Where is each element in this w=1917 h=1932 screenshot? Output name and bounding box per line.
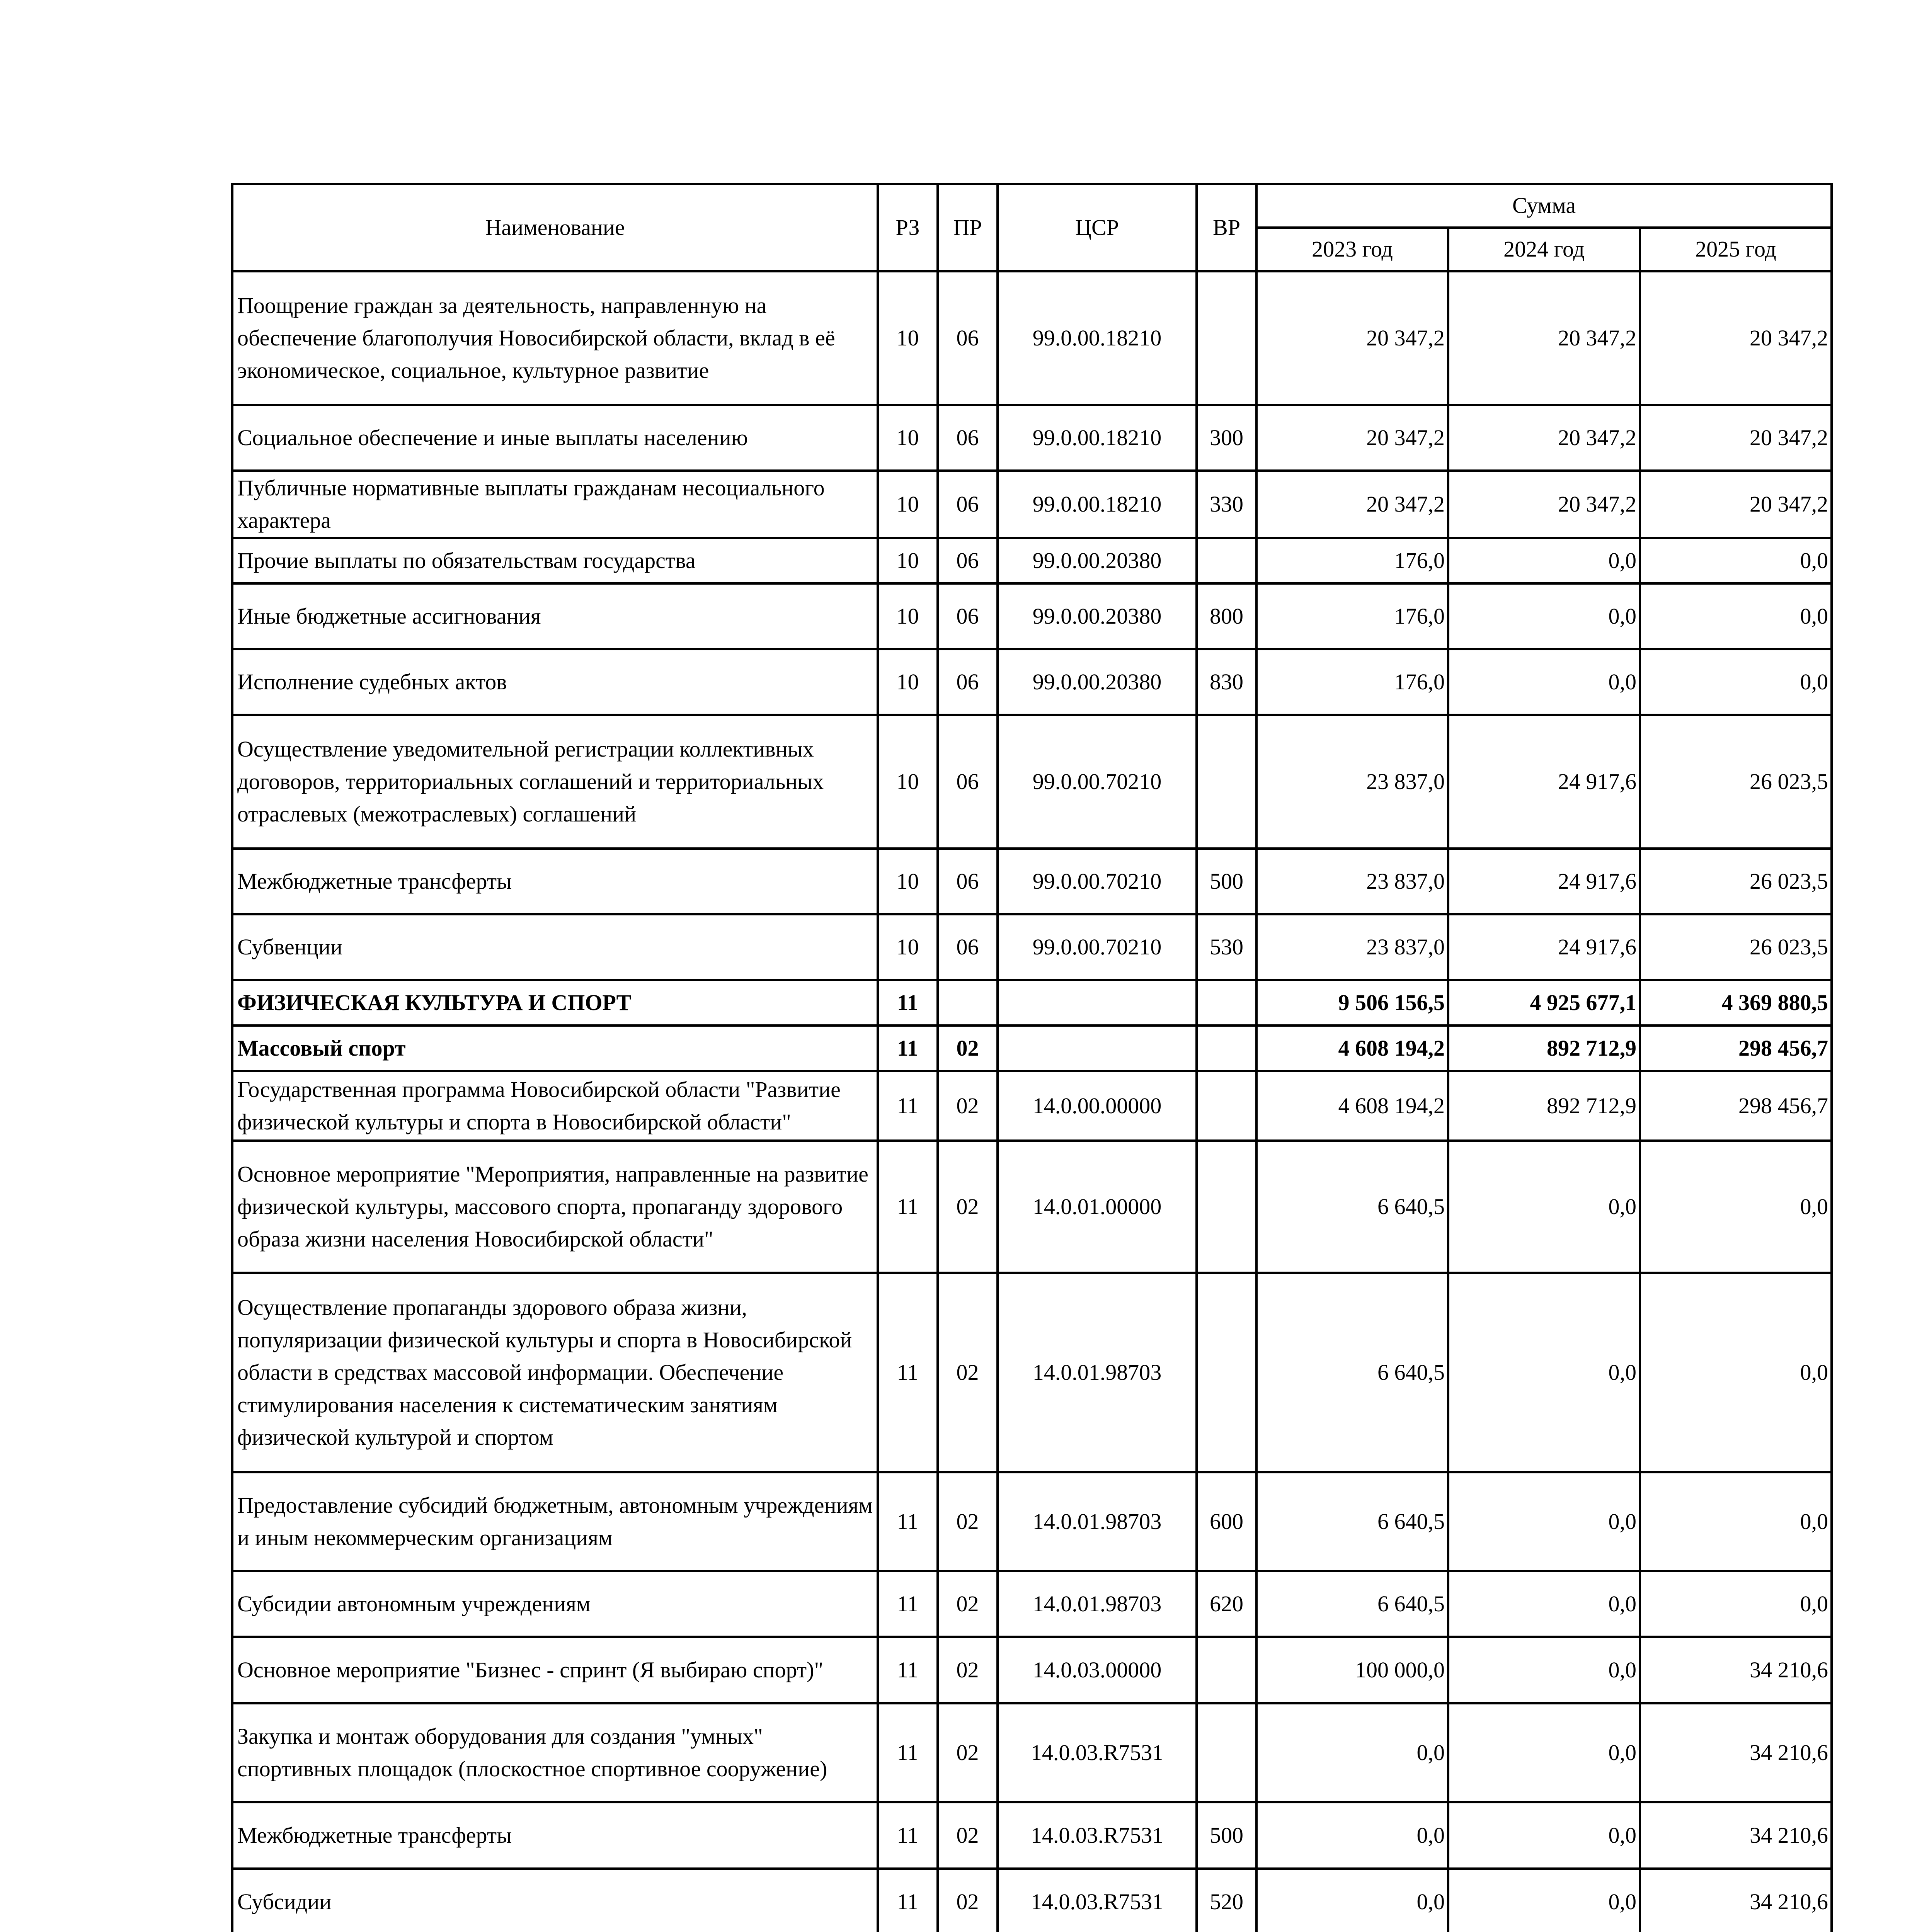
table-row (232, 1472, 1832, 1571)
cell-csr: 14.0.01.00000 (998, 1141, 1197, 1273)
cell-pr: 06 (938, 849, 998, 914)
cell-rz: 10 (878, 405, 938, 471)
cell-name: Прочие выплаты по обязательствам государства (232, 538, 878, 583)
cell-name: Публичные нормативные выплаты гражданам несоциального характера (232, 471, 878, 538)
cell-y2023: 20 347,2 (1256, 271, 1448, 405)
cell-y2025: 0,0 (1640, 649, 1832, 715)
cell-pr: 06 (938, 538, 998, 583)
cell-y2024: 0,0 (1448, 538, 1640, 583)
cell-y2023: 6 640,5 (1256, 1273, 1448, 1472)
table-row (232, 405, 1832, 471)
cell-name: Предоставление субсидий бюджетным, автономным учреждениям и иным некоммерческим организациям (232, 1472, 878, 1571)
cell-csr: 99.0.00.20380 (998, 538, 1197, 583)
header-rz: РЗ (878, 184, 938, 271)
cell-name: Межбюджетные трансферты (232, 1802, 878, 1869)
table-row (232, 1571, 1832, 1637)
table-row (232, 1703, 1832, 1802)
cell-name: Основное мероприятие "Бизнес - спринт (Я выбираю спорт)" (232, 1637, 878, 1703)
cell-y2023: 176,0 (1256, 583, 1448, 649)
cell-pr: 06 (938, 715, 998, 849)
cell-y2023: 23 837,0 (1256, 849, 1448, 914)
cell-rz: 10 (878, 649, 938, 715)
cell-y2023: 0,0 (1256, 1869, 1448, 1932)
cell-y2024: 24 917,6 (1448, 715, 1640, 849)
cell-y2024: 24 917,6 (1448, 849, 1640, 914)
cell-y2023: 176,0 (1256, 538, 1448, 583)
cell-pr: 02 (938, 1026, 998, 1071)
cell-y2025: 26 023,5 (1640, 849, 1832, 914)
cell-y2025: 34 210,6 (1640, 1802, 1832, 1869)
cell-rz: 11 (878, 1273, 938, 1472)
cell-vr: 330 (1197, 471, 1256, 538)
cell-y2024: 0,0 (1448, 583, 1640, 649)
cell-y2023: 6 640,5 (1256, 1472, 1448, 1571)
cell-y2024: 0,0 (1448, 649, 1640, 715)
cell-rz: 11 (878, 1026, 938, 1071)
table-row (232, 1869, 1832, 1932)
cell-y2023: 176,0 (1256, 649, 1448, 715)
cell-vr (1197, 980, 1256, 1026)
cell-y2025: 0,0 (1640, 1273, 1832, 1472)
cell-pr: 02 (938, 1869, 998, 1932)
cell-y2025: 20 347,2 (1640, 471, 1832, 538)
cell-y2024: 0,0 (1448, 1472, 1640, 1571)
cell-vr (1197, 271, 1256, 405)
cell-rz: 11 (878, 980, 938, 1026)
cell-y2025: 26 023,5 (1640, 715, 1832, 849)
cell-y2025: 0,0 (1640, 1472, 1832, 1571)
cell-pr: 02 (938, 1637, 998, 1703)
cell-vr (1197, 1071, 1256, 1141)
cell-name: Массовый спорт (232, 1026, 878, 1071)
cell-y2025: 0,0 (1640, 1571, 1832, 1637)
cell-vr: 620 (1197, 1571, 1256, 1637)
cell-y2024: 0,0 (1448, 1571, 1640, 1637)
cell-pr: 06 (938, 583, 998, 649)
table-row (232, 271, 1832, 405)
cell-csr: 99.0.00.18210 (998, 271, 1197, 405)
table-row (232, 583, 1832, 649)
table-row (232, 538, 1832, 583)
cell-y2024: 24 917,6 (1448, 914, 1640, 980)
cell-y2024: 0,0 (1448, 1802, 1640, 1869)
cell-name: Субвенции (232, 914, 878, 980)
cell-y2024: 0,0 (1448, 1703, 1640, 1802)
cell-pr: 06 (938, 405, 998, 471)
table-row (232, 471, 1832, 538)
cell-vr (1197, 538, 1256, 583)
cell-rz: 11 (878, 1571, 938, 1637)
cell-vr: 500 (1197, 1802, 1256, 1869)
cell-name: Основное мероприятие "Мероприятия, направленные на развитие физической культуры, массового спорта, пропаганду здорового образа жизни населения Новосибирской области" (232, 1141, 878, 1273)
cell-y2023: 4 608 194,2 (1256, 1026, 1448, 1071)
cell-vr (1197, 1026, 1256, 1071)
header-year-2025: 2025 год (1640, 228, 1832, 271)
cell-y2025: 0,0 (1640, 583, 1832, 649)
cell-csr: 99.0.00.70210 (998, 914, 1197, 980)
table-row (232, 715, 1832, 849)
cell-y2024: 20 347,2 (1448, 471, 1640, 538)
table-row (232, 1273, 1832, 1472)
cell-pr: 02 (938, 1071, 998, 1141)
cell-pr: 06 (938, 271, 998, 405)
cell-y2024: 20 347,2 (1448, 405, 1640, 471)
cell-name: Осуществление пропаганды здорового образа жизни, популяризации физической культуры и спорта в Новосибирской области в средствах массовой информации. Обеспечение стимулирования населения к систематическим занятиям физической культурой и спортом (232, 1273, 878, 1472)
cell-name: Исполнение судебных актов (232, 649, 878, 715)
table-row (232, 980, 1832, 1026)
cell-name: Иные бюджетные ассигнования (232, 583, 878, 649)
cell-y2025: 4 369 880,5 (1640, 980, 1832, 1026)
cell-csr: 14.0.03.R7531 (998, 1703, 1197, 1802)
cell-rz: 11 (878, 1703, 938, 1802)
cell-rz: 11 (878, 1141, 938, 1273)
cell-y2025: 20 347,2 (1640, 271, 1832, 405)
cell-pr: 02 (938, 1472, 998, 1571)
cell-vr (1197, 1273, 1256, 1472)
cell-vr (1197, 1637, 1256, 1703)
cell-rz: 11 (878, 1869, 938, 1932)
cell-pr: 02 (938, 1571, 998, 1637)
cell-vr (1197, 715, 1256, 849)
cell-name: Закупка и монтаж оборудования для создания "умных" спортивных площадок (плоскостное спортивное сооружение) (232, 1703, 878, 1802)
cell-y2024: 0,0 (1448, 1637, 1640, 1703)
cell-rz: 10 (878, 914, 938, 980)
cell-pr: 02 (938, 1141, 998, 1273)
cell-csr: 14.0.01.98703 (998, 1472, 1197, 1571)
cell-y2023: 0,0 (1256, 1802, 1448, 1869)
cell-rz: 10 (878, 715, 938, 849)
table-row (232, 1026, 1832, 1071)
cell-y2025: 298 456,7 (1640, 1071, 1832, 1141)
header-csr: ЦСР (998, 184, 1197, 271)
header-vr: ВР (1197, 184, 1256, 271)
cell-y2023: 6 640,5 (1256, 1571, 1448, 1637)
table-header (232, 184, 1832, 271)
cell-y2023: 23 837,0 (1256, 914, 1448, 980)
cell-y2024: 0,0 (1448, 1141, 1640, 1273)
cell-rz: 11 (878, 1637, 938, 1703)
cell-name: Осуществление уведомительной регистрации коллективных договоров, территориальных соглашений и территориальных отраслевых (межотраслевых) соглашений (232, 715, 878, 849)
cell-csr: 14.0.03.00000 (998, 1637, 1197, 1703)
cell-vr: 530 (1197, 914, 1256, 980)
cell-csr: 14.0.00.00000 (998, 1071, 1197, 1141)
cell-y2023: 6 640,5 (1256, 1141, 1448, 1273)
header-year-2024: 2024 год (1448, 228, 1640, 271)
cell-y2023: 20 347,2 (1256, 405, 1448, 471)
budget-table (231, 183, 1833, 1932)
cell-vr: 600 (1197, 1472, 1256, 1571)
table-row (232, 1141, 1832, 1273)
cell-rz: 10 (878, 538, 938, 583)
cell-y2025: 26 023,5 (1640, 914, 1832, 980)
cell-csr: 14.0.01.98703 (998, 1571, 1197, 1637)
cell-y2025: 34 210,6 (1640, 1703, 1832, 1802)
cell-name: Государственная программа Новосибирской области "Развитие физической культуры и спорта в Новосибирской области" (232, 1071, 878, 1141)
cell-y2024: 20 347,2 (1448, 271, 1640, 405)
cell-y2025: 20 347,2 (1640, 405, 1832, 471)
table-row (232, 849, 1832, 914)
cell-y2025: 0,0 (1640, 538, 1832, 583)
table-row (232, 649, 1832, 715)
cell-csr: 14.0.03.R7531 (998, 1869, 1197, 1932)
cell-pr: 06 (938, 914, 998, 980)
header-name: Наименование (232, 184, 878, 271)
cell-vr (1197, 1703, 1256, 1802)
cell-y2023: 0,0 (1256, 1703, 1448, 1802)
cell-vr: 830 (1197, 649, 1256, 715)
cell-pr: 02 (938, 1802, 998, 1869)
cell-rz: 10 (878, 471, 938, 538)
table-row (232, 914, 1832, 980)
cell-csr: 99.0.00.20380 (998, 649, 1197, 715)
cell-name: Субсидии автономным учреждениям (232, 1571, 878, 1637)
cell-rz: 10 (878, 271, 938, 405)
cell-csr: 99.0.00.18210 (998, 471, 1197, 538)
cell-vr (1197, 1141, 1256, 1273)
header-pr: ПР (938, 184, 998, 271)
cell-vr: 500 (1197, 849, 1256, 914)
cell-rz: 10 (878, 583, 938, 649)
cell-y2025: 34 210,6 (1640, 1869, 1832, 1932)
cell-y2023: 20 347,2 (1256, 471, 1448, 538)
header-sum: Сумма (1256, 184, 1832, 228)
cell-y2025: 34 210,6 (1640, 1637, 1832, 1703)
cell-name: ФИЗИЧЕСКАЯ КУЛЬТУРА И СПОРТ (232, 980, 878, 1026)
cell-rz: 10 (878, 849, 938, 914)
cell-vr: 300 (1197, 405, 1256, 471)
cell-y2023: 4 608 194,2 (1256, 1071, 1448, 1141)
cell-rz: 11 (878, 1802, 938, 1869)
header-year-2023: 2023 год (1256, 228, 1448, 271)
cell-rz: 11 (878, 1472, 938, 1571)
cell-name: Социальное обеспечение и иные выплаты населению (232, 405, 878, 471)
cell-y2023: 100 000,0 (1256, 1637, 1448, 1703)
table-row (232, 1071, 1832, 1141)
cell-y2024: 4 925 677,1 (1448, 980, 1640, 1026)
cell-y2024: 892 712,9 (1448, 1071, 1640, 1141)
cell-csr (998, 980, 1197, 1026)
cell-csr: 99.0.00.70210 (998, 715, 1197, 849)
cell-csr: 14.0.03.R7531 (998, 1802, 1197, 1869)
cell-y2024: 892 712,9 (1448, 1026, 1640, 1071)
cell-pr: 02 (938, 1703, 998, 1802)
cell-pr: 02 (938, 1273, 998, 1472)
cell-csr: 99.0.00.20380 (998, 583, 1197, 649)
cell-y2024: 0,0 (1448, 1869, 1640, 1932)
cell-y2025: 298 456,7 (1640, 1026, 1832, 1071)
cell-name: Субсидии (232, 1869, 878, 1932)
cell-vr: 800 (1197, 583, 1256, 649)
cell-csr: 14.0.01.98703 (998, 1273, 1197, 1472)
table-row (232, 1637, 1832, 1703)
cell-pr: 06 (938, 649, 998, 715)
cell-y2023: 9 506 156,5 (1256, 980, 1448, 1026)
cell-name: Межбюджетные трансферты (232, 849, 878, 914)
cell-rz: 11 (878, 1071, 938, 1141)
cell-y2025: 0,0 (1640, 1141, 1832, 1273)
cell-csr (998, 1026, 1197, 1071)
cell-csr: 99.0.00.18210 (998, 405, 1197, 471)
table-body (232, 271, 1832, 1932)
cell-vr: 520 (1197, 1869, 1256, 1932)
table-row (232, 1802, 1832, 1869)
cell-y2024: 0,0 (1448, 1273, 1640, 1472)
cell-y2023: 23 837,0 (1256, 715, 1448, 849)
cell-pr: 06 (938, 471, 998, 538)
cell-csr: 99.0.00.70210 (998, 849, 1197, 914)
cell-pr (938, 980, 998, 1026)
cell-name: Поощрение граждан за деятельность, направленную на обеспечение благополучия Новосибирской области, вклад в её экономическое, социальное, культурное развитие (232, 271, 878, 405)
